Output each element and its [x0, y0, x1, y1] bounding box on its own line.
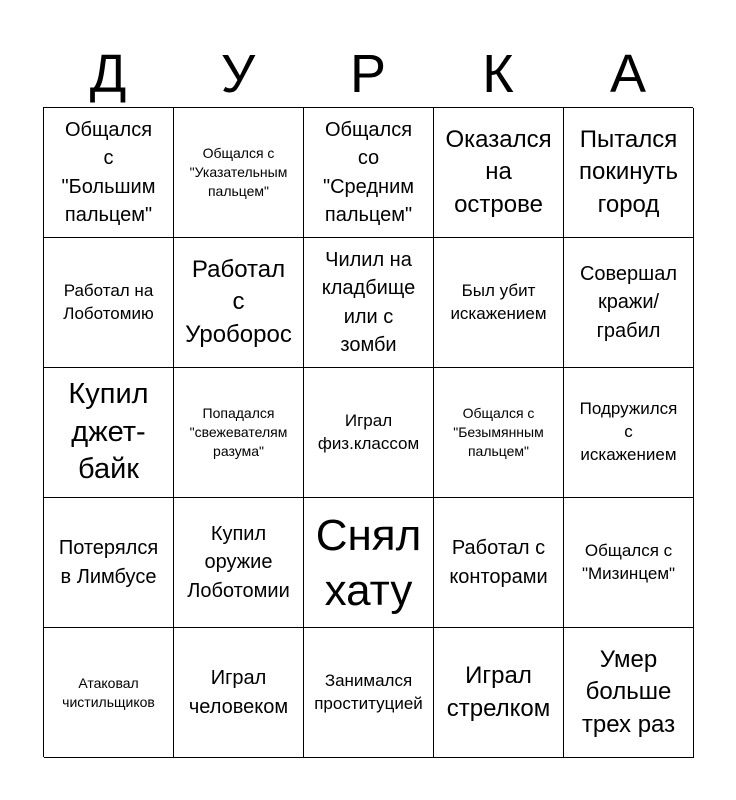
bingo-cell[interactable]	[434, 498, 564, 628]
bingo-header	[43, 40, 693, 108]
bingo-cell[interactable]	[304, 238, 434, 368]
cell-text: Общался с "Мизинцем"	[581, 540, 676, 583]
bingo-cell[interactable]	[44, 238, 174, 368]
bingo-cell[interactable]	[174, 238, 304, 368]
bingo-cell[interactable]	[434, 628, 564, 758]
cell-text: Занимался проституцией	[314, 670, 423, 713]
cell-text: Снял хату	[315, 510, 422, 615]
bingo-cell[interactable]	[564, 238, 694, 368]
bingo-cell[interactable]	[174, 498, 304, 628]
bingo-cell[interactable]	[564, 368, 694, 498]
header-letter-5: А	[609, 44, 647, 104]
cell-text: Общался с "Безымянным пальцем"	[453, 405, 544, 459]
bingo-cell[interactable]	[564, 108, 694, 238]
cell-text: Общался с "Указательным пальцем"	[189, 145, 288, 199]
cell-text: Общался со "Средним пальцем"	[323, 118, 414, 226]
cell-text: Купил джет- байк	[68, 377, 149, 486]
bingo-cell[interactable]	[304, 108, 434, 238]
cell-text: Умер больше трех раз	[581, 645, 676, 738]
bingo-cell[interactable]	[304, 368, 434, 498]
cell-text: Потерялся в Лимбусе	[58, 537, 159, 588]
bingo-board	[43, 107, 693, 757]
cell-text: Играл человеком	[188, 667, 289, 718]
bingo-cell[interactable]	[44, 498, 174, 628]
bingo-cell[interactable]	[304, 628, 434, 758]
header-letter-2: У	[220, 44, 256, 104]
header-letter-4: К	[482, 44, 514, 104]
bingo-cell[interactable]	[174, 628, 304, 758]
bingo-cell[interactable]	[174, 108, 304, 238]
bingo-cell[interactable]	[174, 368, 304, 498]
cell-text: Пытался покинуть город	[579, 125, 678, 218]
bingo-cell[interactable]	[44, 628, 174, 758]
bingo-cell[interactable]	[304, 498, 434, 628]
cell-text: Совершал кражи/ грабил	[579, 262, 678, 342]
cell-text: Общался с "Большим пальцем"	[61, 118, 156, 226]
bingo-cell[interactable]	[564, 628, 694, 758]
cell-text: Подружился с искажением	[579, 399, 678, 464]
cell-text: Работал с конторами	[449, 537, 548, 588]
bingo-cell[interactable]	[44, 368, 174, 498]
cell-text: Играл физ.классом	[317, 410, 420, 453]
cell-text: Атаковал чистильщиков	[62, 674, 155, 710]
bingo-cell[interactable]	[434, 108, 564, 238]
cell-text: Купил оружие Лоботомии	[187, 522, 290, 602]
bingo-cell[interactable]	[564, 498, 694, 628]
cell-text: Попадался "свежевателям разума"	[189, 405, 288, 459]
bingo-cell[interactable]	[434, 238, 564, 368]
cell-text: Работал с Уроборос	[185, 255, 292, 348]
cell-text: Был убит искажением	[450, 280, 547, 323]
bingo-cell[interactable]	[44, 108, 174, 238]
cell-text: Работал на Лоботомию	[63, 280, 154, 323]
cell-text: Чилил на кладбище или с зомби	[321, 248, 416, 356]
cell-text: Играл стрелком	[446, 661, 551, 722]
header-letter-1: Д	[89, 44, 127, 104]
cell-text: Оказался на острове	[445, 125, 552, 218]
header-letter-3: Р	[349, 44, 387, 104]
bingo-cell[interactable]	[434, 368, 564, 498]
